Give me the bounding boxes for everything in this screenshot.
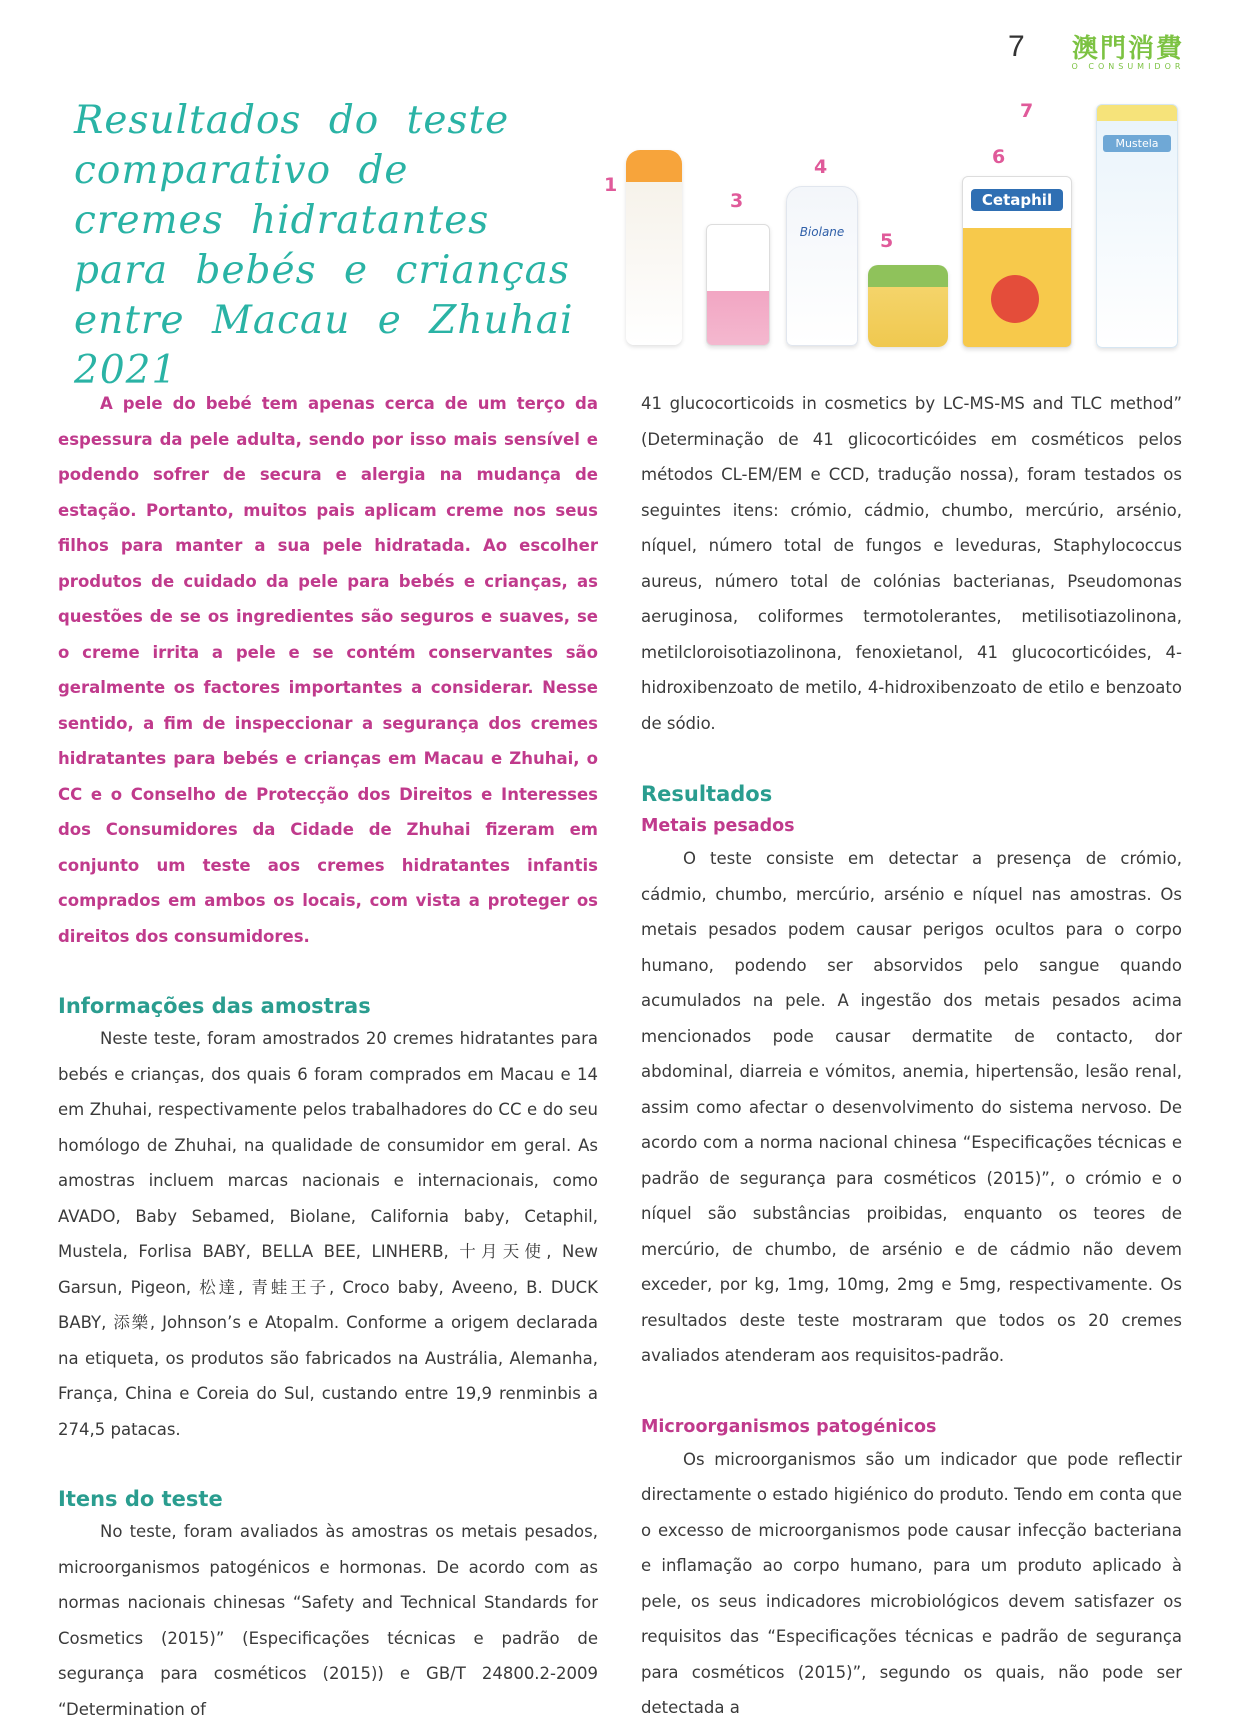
right-column <box>641 386 1182 1726</box>
product-6-box <box>962 176 1072 348</box>
samples-heading: Informações das amostras <box>58 994 371 1018</box>
heavy-metals-paragraph: O teste consiste em detectar a presença de crómio, cádmio, chumbo, mercúrio, arsénio e níquel nas amostras. Os metais pesados podem causar perigos ocultos para o corpo humano, podendo ser absorvidos pelo sangue quando acumulados na pele. A ingestão dos metais pesados acima mencionados pode causar dermatite de contacto, dor abdominal, diarreia e vómitos, anemia, hipertensão, lesão renal, assim como afectar o desenvolvimento do sistema nervoso. De acordo com a norma nacional chinesa “Especificações técnicas e padrão de segurança para cosméticos (2015)”, o crómio e o níquel são substâncias proibidas, enquanto os teores de mercúrio, de chumbo, de arsénio e de cádmio não devem exceder, por kg, 1mg, 10mg, 2mg e 5mg, respectivamente. Os resultados deste teste mostraram que todos os 20 cremes avaliados atenderam aos requisitos-padrão. <box>641 849 1182 1365</box>
product-label-3: 3 <box>730 190 744 212</box>
product-photo <box>596 100 1196 355</box>
product-label-7: 7 <box>1020 100 1034 122</box>
continuation-paragraph: 41 glucocorticoids in cosmetics by LC-MS-MS and TLC method” (Determinação de 41 glicocorticóides em cosméticos pelos métodos CL-EM/EM e CCD, tradução nossa), foram testados os seguintes itens: crómio, cádmio, chumbo, mercúrio, arsénio, níquel, número total de fungos e leveduras, Staphylococcus aureus, número total de colónias bacterianas, Pseudomonas aeruginosa, coliformes termotolerantes, metilisotiazolinona, metilcloroisotiazolinona, fenoxietanol, 41 glucocorticóides, 4-hidroxibenzoato de metilo, 4-hidroxibenzoato de etilo e benzoato de sódio. <box>641 394 1182 733</box>
product-label-1: 1 <box>604 174 618 196</box>
left-column <box>58 386 598 1727</box>
logo-text: 澳門消費 <box>1071 34 1184 64</box>
product-7-brand: Mustela <box>1103 135 1171 152</box>
microorganisms-heading: Microorganismos patogénicos <box>641 1416 937 1437</box>
test-items-paragraph: No teste, foram avaliados às amostras os metais pesados, microorganismos patogénicos e hormonas. De acordo com as normas nacionais chinesas “Safety and Technical Standards for Cosmetics (2015)” (Especificações técnicas e padrão de segurança para cosméticos (2015)) e GB/T 24800.2-2009 “Determination of <box>58 1522 598 1719</box>
page-number: 7 <box>1008 30 1025 63</box>
intro-paragraph: A pele do bebé tem apenas cerca de um terço da espessura da pele adulta, sendo por isso mais sensível e podendo sofrer de secura e alergia na mudança de estação. Portanto, muitos pais aplicam creme nos seus filhos para manter a sua pele hidratada. Ao escolher produtos de cuidado da pele para bebés e crianças, as questões de se os ingredientes são seguros e suaves, se o creme irrita a pele e se contém conservantes são geralmente os factores importantes a considerar. Nesse sentido, a fim de inspeccionar a segurança dos cremes hidratantes para bebés e crianças em Macau e Zhuhai, o CC e o Conselho de Protecção dos Direitos e Interesses dos Consumidores da Cidade de Zhuhai fizeram em conjunto um teste aos cremes hidratantes infantis comprados em ambos os locais, com vista a proteger os direitos dos consumidores. <box>58 394 598 946</box>
product-label-5: 5 <box>880 230 894 252</box>
product-5-jar <box>868 265 948 347</box>
product-6-brand: Cetaphil <box>971 189 1063 211</box>
product-7-box <box>1096 104 1178 348</box>
product-label-6: 6 <box>992 146 1006 168</box>
product-1-tube <box>626 150 682 345</box>
article-title: Resultados do teste comparativo de cremes hidratantes para bebés e crianças entre Macau e Zhuhai 2021 <box>74 98 574 393</box>
test-items-heading: Itens do teste <box>58 1487 223 1511</box>
microorganisms-paragraph: Os microorganismos são um indicador que pode reflectir directamente o estado higiénico do produto. Tendo em conta que o excesso de microorganismos pode causar infecção bacteriana e inflamação ao corpo humano, para um produto aplicado à pele, os seus indicadores microbiológicos devem satisfazer os requisitos das “Especificações técnicas e padrão de segurança para cosméticos (2015)”, segundo os quais, não pode ser detectada a <box>641 1449 1182 1717</box>
product-3-box <box>706 224 770 346</box>
results-heading: Resultados <box>641 782 773 806</box>
samples-paragraph: Neste teste, foram amostrados 20 cremes hidratantes para bebés e crianças, dos quais 6 foram comprados em Macau e 14 em Zhuhai, respectivamente pelos trabalhadores do CC e do seu homólogo de Zhuhai, na qualidade de consumidor em geral. As amostras incluem marcas nacionais e internacionais, como AVADO, Baby Sebamed, Biolane, California baby, Cetaphil, Mustela, Forlisa BABY, BELLA BEE, LINHERB, 十月天使, New Garsun, Pigeon, 松達, 青蛙王子, Croco baby, Aveeno, B. DUCK BABY, 添樂, Johnson’s e Atopalm. Conforme a origem declarada na etiqueta, os produtos são fabricados na Austrália, Alemanha, França, China e Coreia do Sul, custando entre 19,9 renminbis a 274,5 patacas. <box>58 1029 598 1439</box>
product-4-brand: Biolane <box>799 225 845 239</box>
penguin-illustration <box>991 275 1039 323</box>
logo-subtext: O CONSUMIDOR <box>1071 62 1185 71</box>
heavy-metals-heading: Metais pesados <box>641 816 795 836</box>
product-4-tube <box>786 186 858 346</box>
product-label-4: 4 <box>814 156 828 178</box>
consumer-magazine-logo <box>1068 34 1188 71</box>
